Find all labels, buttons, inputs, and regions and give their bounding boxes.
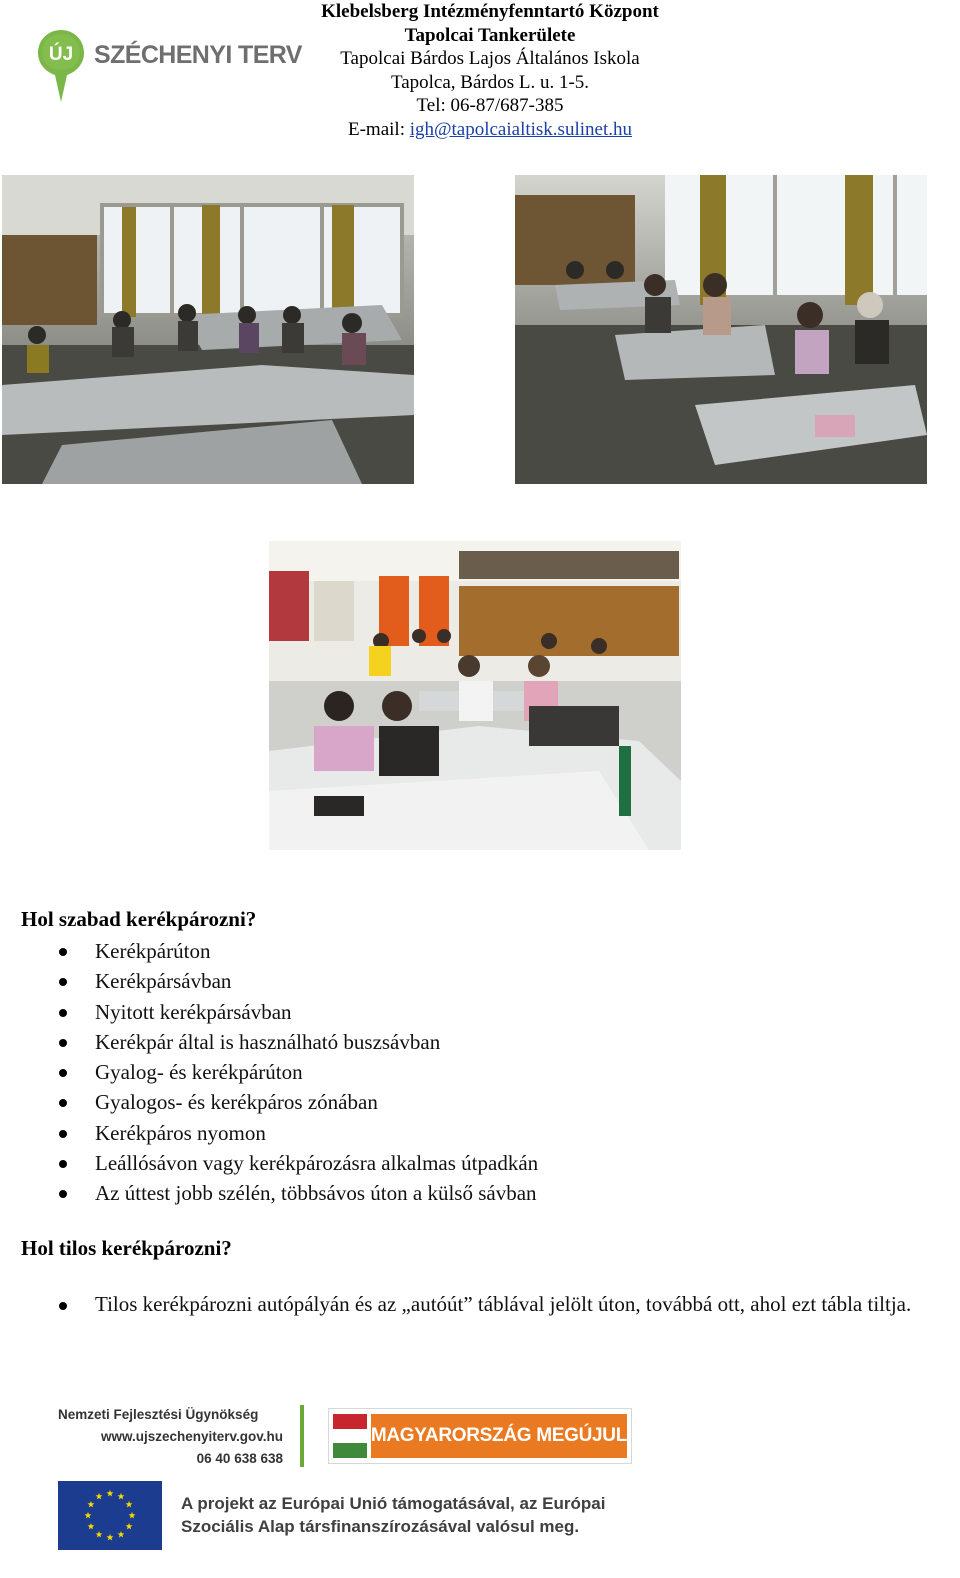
bullet-icon xyxy=(59,1009,67,1017)
list-item xyxy=(0,997,960,1027)
campaign-text: MAGYARORSZÁG MEGÚJUL xyxy=(371,1414,627,1458)
bullet-icon xyxy=(59,948,67,956)
list-item-text: Gyalog- és kerékpárúton xyxy=(95,1060,303,1085)
agency-website[interactable]: www.ujszechenyiterv.gov.hu xyxy=(100,1429,283,1444)
bullet-icon xyxy=(59,1160,67,1168)
classroom-photo-icon xyxy=(269,541,681,850)
list-item xyxy=(0,1290,960,1318)
eu-flag-icon xyxy=(58,1481,162,1550)
bullet-icon xyxy=(59,1039,67,1047)
list-item xyxy=(0,1027,960,1057)
ndu-contact-block xyxy=(58,1404,283,1470)
eu-star-icon xyxy=(96,1531,103,1538)
school-phone: Tel: 06-87/687-385 xyxy=(416,95,564,116)
list-item-text: Kerékpáros nyomon xyxy=(95,1120,266,1145)
bullet-icon xyxy=(59,1302,67,1310)
list-item xyxy=(0,1057,960,1087)
eu-star-icon xyxy=(126,1523,133,1530)
school-name: Tapolcai Bárdos Lajos Általános Iskola xyxy=(340,48,640,69)
list-item-text: Az úttest jobb szélén, többsávos úton a külső sávban xyxy=(95,1181,537,1206)
szechenyi-terv-logo xyxy=(36,28,302,104)
classroom-photo-icon xyxy=(2,175,414,484)
eu-star-icon xyxy=(88,1501,95,1508)
eu-star-icon xyxy=(129,1512,136,1519)
letterhead xyxy=(290,0,690,141)
forbidden-section-title: Hol tilos kerékpározni? xyxy=(21,1236,232,1260)
eu-stars-icon xyxy=(58,1481,162,1550)
list-item xyxy=(0,1148,960,1178)
email-link[interactable]: igh@tapolcaialtisk.sulinet.hu xyxy=(409,118,632,140)
school-address: Tapolca, Bárdos L. u. 1-5. xyxy=(390,71,590,93)
email-label: E-mail: xyxy=(348,118,410,140)
eu-star-icon xyxy=(118,1493,125,1500)
eu-star-icon xyxy=(107,1534,114,1541)
list-item-text: Nyitott kerékpársávban xyxy=(95,999,292,1024)
district-name: Tapolcai Tankerülete xyxy=(404,24,576,46)
list-item xyxy=(0,1178,960,1208)
eu-star-icon xyxy=(85,1512,92,1519)
bullet-icon xyxy=(59,1069,67,1077)
eu-funding-line-1: A projekt az Európai Unió támogatásával, az Európai xyxy=(181,1494,606,1513)
allowed-section-title: Hol szabad kerékpározni? xyxy=(21,907,257,931)
eu-funding-line-2: Szociális Alap társfinanszírozásával valósul meg. xyxy=(181,1517,580,1536)
hungarian-flag-icon xyxy=(333,1414,367,1458)
list-item-text: Kerékpárúton xyxy=(95,939,211,963)
eu-star-icon xyxy=(88,1523,95,1530)
bullet-icon xyxy=(59,978,67,986)
list-item xyxy=(0,966,960,996)
list-item-text: Tilos kerékpározni autópályán és az „autóút” táblával jelölt úton, továbbá ott, ahol ezt tábla tiltja. xyxy=(95,1292,912,1316)
eu-funding-note xyxy=(181,1492,651,1538)
campaign-banner xyxy=(328,1408,632,1464)
list-item-text: Leállósávon vagy kerékpározásra alkalmas útpadkán xyxy=(95,1151,539,1176)
org-name: Klebelsberg Intézményfenntartó Központ xyxy=(321,1,659,22)
list-item xyxy=(0,1087,960,1117)
logo-brand-text: SZÉCHENYI TERV xyxy=(94,41,302,69)
list-item-text: Kerékpár által is használható buszsávban xyxy=(95,1029,441,1054)
badge-text: ÚJ xyxy=(48,44,74,65)
agency-phone: 06 40 638 638 xyxy=(196,1451,283,1466)
list-item xyxy=(0,936,960,966)
classroom-photo-1 xyxy=(2,175,414,484)
classroom-photo-3 xyxy=(269,541,681,850)
uj-badge-icon xyxy=(36,28,86,104)
eu-star-icon xyxy=(107,1490,114,1497)
list-item xyxy=(0,1118,960,1148)
agency-name: Nemzeti Fejlesztési Ügynökség xyxy=(58,1407,259,1422)
classroom-photo-2 xyxy=(515,175,927,484)
bullet-icon xyxy=(59,1099,67,1107)
classroom-photo-icon xyxy=(515,175,927,484)
forbidden-list xyxy=(0,1290,960,1318)
list-item-text: Kerékpársávban xyxy=(95,969,232,994)
allowed-list xyxy=(0,936,960,1209)
school-email-line xyxy=(290,118,690,142)
eu-star-icon xyxy=(96,1493,103,1500)
eu-star-icon xyxy=(126,1501,133,1508)
eu-star-icon xyxy=(118,1531,125,1538)
footer-divider xyxy=(300,1405,304,1467)
list-item-text: Gyalogos- és kerékpáros zónában xyxy=(95,1090,378,1115)
bullet-icon xyxy=(59,1190,67,1198)
bullet-icon xyxy=(59,1130,67,1138)
